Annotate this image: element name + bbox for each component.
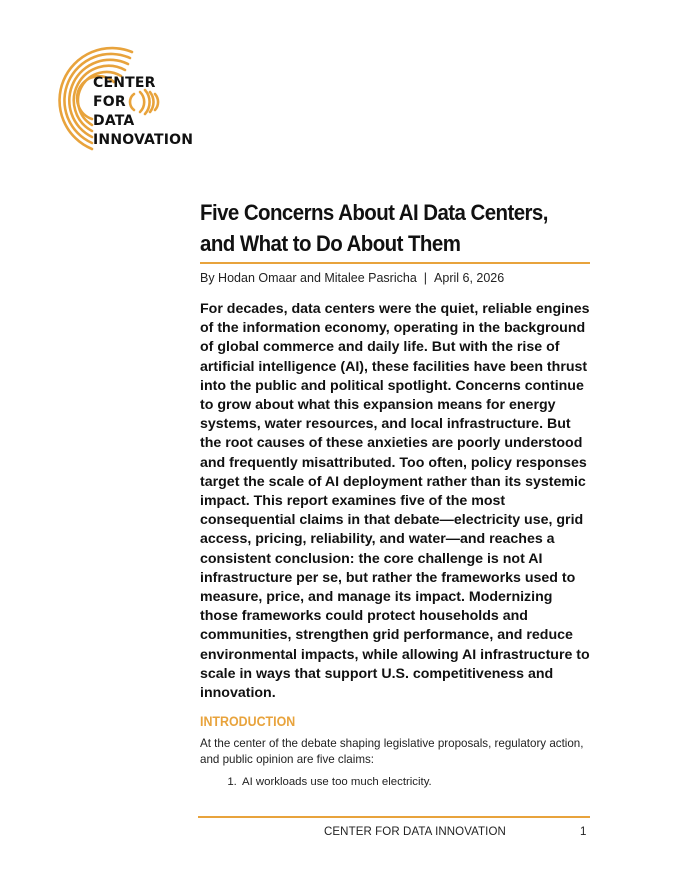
logo-wordmark bbox=[93, 74, 193, 150]
byline-date: April 6, 2026 bbox=[434, 271, 505, 285]
byline bbox=[200, 271, 504, 285]
introduction-text: At the center of the debate shaping legislative proposals, regulatory action, and public opinion are five claims: bbox=[200, 737, 584, 766]
byline-authors: By Hodan Omaar and Mitalee Pasricha bbox=[200, 271, 417, 285]
list-item: 1. AI workloads use too much electricity. bbox=[240, 776, 432, 788]
logo-line-innovation: INNOVATION bbox=[93, 132, 194, 148]
byline-separator: | bbox=[423, 271, 428, 285]
logo-line-for: FOR bbox=[93, 94, 126, 110]
report-title: Five Concerns About AI Data Centers, and What to Do About Them bbox=[200, 200, 548, 256]
page-number: 1 bbox=[580, 826, 587, 838]
footer-divider bbox=[198, 816, 590, 818]
claims-list bbox=[216, 776, 432, 788]
logo bbox=[48, 40, 208, 155]
abstract-paragraph: For decades, data centers were the quiet, reliable engines of the information economy, operating in the background of global commerce and daily life. But with the rise of artificial intelligence (AI), these facilities have been thrust into the public and political spotlight. Concerns continue to grow about what this expansion means for energy systems, water resources, and local infrastructure. But the root causes of these anxieties are poorly understood and frequently misattributed. Too often, policy responses target the scale of AI deployment rather than its systemic impact. This report examines five of the most consequential claims in that debate—electricity use, grid access, pricing, reliability, and water—and reaches a consistent conclusion: the core challenge is not AI infrastructure per se, but rather the frameworks used to measure, price, and manage its impact. Modernizing those frameworks could protect households and communities, strengthen grid performance, and reduce environmental impacts, while allowing AI infrastructure to scale in ways that support U.S. competitiveness and innovation. bbox=[200, 301, 590, 702]
title-divider bbox=[200, 262, 590, 264]
logo-line-center: CENTER bbox=[93, 75, 156, 91]
footer-organization: CENTER FOR DATA INNOVATION bbox=[324, 826, 506, 838]
introduction-heading: INTRODUCTION bbox=[200, 714, 296, 729]
logo-line-data: DATA bbox=[93, 113, 135, 129]
